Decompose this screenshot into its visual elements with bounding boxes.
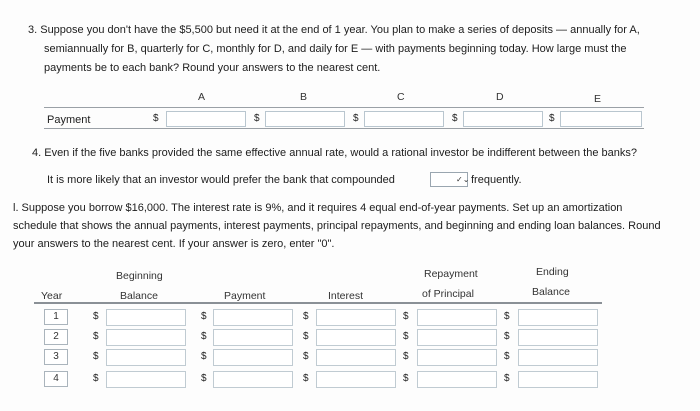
q3-dollar-e: $ (549, 113, 555, 124)
q3-col-header-b: B (300, 91, 308, 103)
interest-input-4[interactable] (316, 371, 396, 388)
q3-text-line3: payments be to each bank? Round your answers to the nearest cent. (44, 62, 381, 74)
row1-dollar-payment: $ (201, 311, 207, 322)
year-cell-3: 3 (44, 349, 68, 365)
q3-col-header-e: E (594, 93, 602, 105)
row1-dollar-interest: $ (303, 311, 309, 322)
amort-text-line1: l. Suppose you borrow $16,000. The interest rate is 9%, and it requires 4 equal end-of-year payments. Set up an amortization (13, 202, 623, 214)
row4-dollar-ending: $ (504, 373, 510, 384)
row1-dollar-beginning: $ (93, 311, 99, 322)
row4-dollar-beginning: $ (93, 373, 99, 384)
beginning-balance-input-4[interactable] (106, 371, 186, 388)
row2-dollar-interest: $ (303, 331, 309, 342)
row1-dollar-ending: $ (504, 311, 510, 322)
year-cell-4: 4 (44, 371, 68, 387)
q3-col-header-c: C (397, 91, 405, 103)
payment-input-1[interactable] (213, 309, 293, 326)
q3-table-bottom-rule (44, 128, 644, 129)
q4-sentence-before: It is more likely that an investor would prefer the bank that compounded (47, 174, 395, 186)
q3-col-header-a: A (198, 91, 206, 103)
year-cell-1: 1 (44, 309, 68, 325)
interest-input-1[interactable] (316, 309, 396, 326)
q4-text: 4. Even if the five banks provided the same effective annual rate, would a rational investor be indifferent between the banks? (32, 147, 637, 159)
header-beginning-1: Beginning (116, 270, 163, 282)
payment-input-b[interactable] (265, 111, 345, 127)
year-cell-2: 2 (44, 329, 68, 345)
header-repayment-2: of Principal (422, 288, 474, 300)
q3-dollar-c: $ (353, 113, 359, 124)
compounding-frequency-select[interactable] (430, 172, 468, 187)
repayment-input-2[interactable] (417, 329, 497, 346)
amort-text-line2: schedule that shows the annual payments, interest payments, principal repayments, and beginning and ending loan balances. Round (13, 220, 661, 232)
header-interest: Interest (328, 290, 364, 302)
beginning-balance-input-3[interactable] (106, 349, 186, 366)
row2-dollar-repayment: $ (403, 331, 409, 342)
checkmark-dropdown-icon: ✓⌄ (456, 175, 470, 184)
ending-balance-input-2[interactable] (518, 329, 598, 346)
row3-dollar-repayment: $ (403, 351, 409, 362)
header-ending-1: Ending (536, 266, 569, 278)
row2-dollar-beginning: $ (93, 331, 99, 342)
repayment-input-1[interactable] (417, 309, 497, 326)
interest-input-2[interactable] (316, 329, 396, 346)
header-beginning-2: Balance (120, 290, 158, 302)
payment-input-e[interactable] (560, 111, 642, 127)
payment-input-4[interactable] (213, 371, 293, 388)
payment-input-c[interactable] (364, 111, 444, 127)
row2-dollar-ending: $ (504, 331, 510, 342)
row3-dollar-ending: $ (504, 351, 510, 362)
q3-col-header-d: D (496, 91, 504, 103)
header-year: Year (41, 290, 63, 302)
payment-input-3[interactable] (213, 349, 293, 366)
row4-dollar-interest: $ (303, 373, 309, 384)
q3-payment-label: Payment (47, 114, 91, 126)
ending-balance-input-4[interactable] (518, 371, 598, 388)
q3-table-top-rule (44, 107, 644, 108)
q3-dollar-a: $ (153, 113, 159, 124)
amort-text-line3: your answers to the nearest cent. If your answer is zero, enter "0". (13, 238, 335, 250)
interest-input-3[interactable] (316, 349, 396, 366)
row3-dollar-beginning: $ (93, 351, 99, 362)
payment-input-d[interactable] (463, 111, 543, 127)
q3-dollar-d: $ (452, 113, 458, 124)
payment-input-a[interactable] (166, 111, 246, 127)
payment-input-2[interactable] (213, 329, 293, 346)
q3-text-line2: semiannually for B, quarterly for C, monthly for D, and daily for E — with payments beginning today. How large must the (44, 43, 627, 55)
row1-dollar-repayment: $ (403, 311, 409, 322)
ending-balance-input-3[interactable] (518, 349, 598, 366)
header-payment: Payment (224, 290, 266, 302)
q4-sentence-after: frequently. (471, 174, 522, 186)
row4-dollar-payment: $ (201, 373, 207, 384)
ending-balance-input-1[interactable] (518, 309, 598, 326)
beginning-balance-input-2[interactable] (106, 329, 186, 346)
beginning-balance-input-1[interactable] (106, 309, 186, 326)
header-ending-2: Balance (532, 286, 570, 298)
row3-dollar-interest: $ (303, 351, 309, 362)
header-repayment-1: Repayment (424, 268, 478, 280)
amort-header-rule (34, 302, 602, 304)
repayment-input-3[interactable] (417, 349, 497, 366)
row2-dollar-payment: $ (201, 331, 207, 342)
repayment-input-4[interactable] (417, 371, 497, 388)
q3-dollar-b: $ (254, 113, 260, 124)
row3-dollar-payment: $ (201, 351, 207, 362)
q3-text-line1: 3. Suppose you don't have the $5,500 but need it at the end of 1 year. You plan to make a series of deposits — annually for A, (28, 24, 640, 36)
row4-dollar-repayment: $ (403, 373, 409, 384)
